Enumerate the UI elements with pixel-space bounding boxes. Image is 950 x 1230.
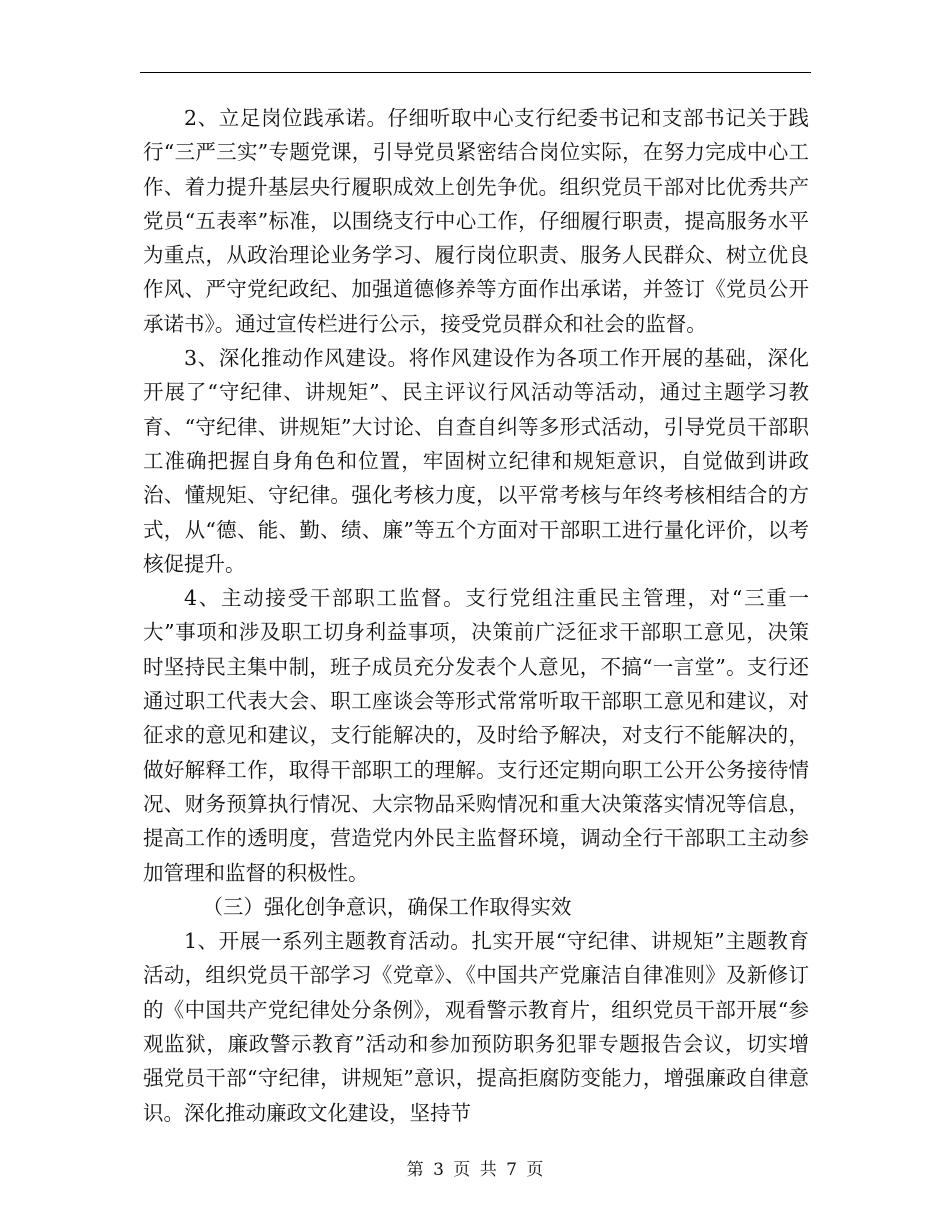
- page-number-footer: 第 3 页 共 7 页: [406, 1160, 544, 1180]
- section-heading: （三）强化创争意识，确保工作取得实效: [202, 894, 572, 919]
- body-text: [143, 101, 809, 1130]
- paragraph-work-style: 3、深化推动作风建设。将作风建设作为各项工作开展的基础，深化开展了“守纪律、讲规矩”、民主评议行风活动等活动，通过主题学习教育、“守纪律、讲规矩”大讨论、自查自纠等多形式活动，引导党员干部职工准确把握自身角色和位置，牢固树立纪律和规矩意识，自觉做到讲政治、懂规矩、守纪律。强化考核力度，以平常考核与年终考核相结合的方式，从“德、能、勤、绩、廉”等五个方面对干部职工进行量化评价，以考核促提升。: [143, 346, 809, 576]
- header-rule: [140, 72, 811, 73]
- paragraph-supervision: 4、主动接受干部职工监督。支行党组注重民主管理，对“三重一大”事项和涉及职工切身利益事项，决策前广泛征求干部职工意见，决策时坚持民主集中制，班子成员充分发表个人意见，不搞“一言堂”。支行还通过职工代表大会、职工座谈会等形式常常听取干部职工意见和建议，对征求的意见和建议，支行能解决的，及时给予解决，对支行不能解决的，做好解释工作，取得干部职工的理解。支行还定期向职工公开公务接待情况、财务预算执行情况、大宗物品采购情况和重大决策落实情况等信息，提高工作的透明度，营造党内外民主监督环境，调动全行干部职工主动参加管理和监督的积极性。: [143, 586, 809, 885]
- paragraph-commitment: 2、立足岗位践承诺。仔细听取中心支行纪委书记和支部书记关于践行“三严三实”专题党课，引导党员紧密结合岗位实际，在努力完成中心工作、着力提升基层央行履职成效上创先争优。组织党员干部对比优秀共产党员“五表率”标准，以围绕支行中心工作，仔细履行职责，提高服务水平为重点，从政治理论业务学习、履行岗位职责、服务人民群众、树立优良作风、严守党纪政纪、加强道德修养等方面作出承诺，并签订《党员公开承诺书》。通过宣传栏进行公示，接受党员群众和社会的监督。: [143, 106, 809, 336]
- paragraph-education: 1、开展一系列主题教育活动。扎实开展“守纪律、讲规矩”主题教育活动，组织党员干部学习《党章》、《中国共产党廉洁自律准则》及新修订的《中国共产党纪律处分条例》，观看警示教育片，组织党员干部开展“参观监狱，廉政警示教育”活动和参加预防职务犯罪专题报告会议，切实增强党员干部“守纪律，讲规矩”意识，提高拒腐防变能力，增强廉政自律意识。深化推动廉政文化建设，坚持节: [143, 929, 809, 1125]
